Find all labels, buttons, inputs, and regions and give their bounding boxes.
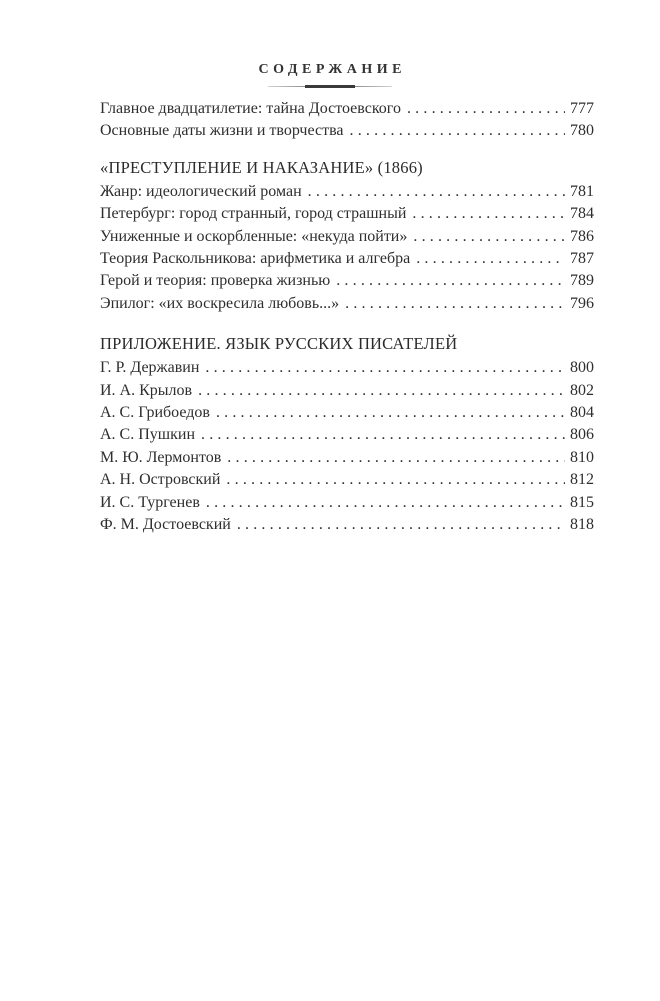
entry-page-number: 787 [570, 250, 594, 268]
entry-title: Униженные и оскорбленные: «некуда пойти» [100, 227, 408, 245]
dot-leader [416, 248, 565, 270]
toc-section-crime-and-punishment [100, 156, 594, 315]
toc-entry [100, 181, 594, 203]
entry-page-number: 800 [570, 359, 594, 377]
dot-leader [345, 293, 565, 315]
dot-leader [227, 447, 565, 469]
entry-page-number: 789 [570, 272, 594, 290]
entry-title: А. Н. Островский [100, 471, 221, 489]
toc-section-appendix [100, 332, 594, 536]
dot-leader [412, 203, 565, 225]
toc-entry [100, 226, 594, 248]
dot-leader [198, 380, 565, 402]
entry-page-number: 781 [570, 182, 594, 200]
entry-page-number: 815 [570, 493, 594, 511]
entry-title: Жанр: идеологический роман [100, 182, 302, 200]
entry-page-number: 796 [570, 294, 594, 312]
toc-entry [100, 514, 594, 536]
toc-entry [100, 469, 594, 491]
dot-leader [350, 120, 565, 142]
entry-page-number: 802 [570, 381, 594, 399]
entry-page-number: 780 [570, 122, 594, 140]
entry-page-number: 818 [570, 516, 594, 534]
dot-leader [216, 402, 565, 424]
entry-title: А. С. Грибоедов [100, 404, 210, 422]
entry-title: Г. Р. Державин [100, 359, 200, 377]
dot-leader [226, 469, 565, 491]
entry-title: Главное двадцатилетие: тайна Достоевского [100, 100, 401, 117]
header-divider-ornament [268, 85, 392, 88]
entry-title: А. С. Пушкин [100, 426, 195, 444]
toc-entry [100, 248, 594, 270]
entry-page-number: 806 [570, 426, 594, 444]
entry-title: М. Ю. Лермонтов [100, 448, 222, 466]
entry-title: Петербург: город странный, город страшный [100, 205, 407, 223]
toc-entry [100, 380, 594, 402]
dot-leader [205, 357, 565, 379]
dot-leader [206, 492, 565, 514]
toc-entry [100, 492, 594, 514]
entry-page-number: 812 [570, 471, 594, 489]
toc-entry [100, 203, 594, 225]
entry-page-number: 810 [570, 448, 594, 466]
dot-leader [336, 270, 565, 292]
divider-thick-segment [305, 85, 355, 88]
entry-title: Герой и теория: проверка жизнью [100, 272, 331, 290]
entry-page-number: 804 [570, 404, 594, 422]
dot-leader [237, 514, 565, 536]
toc-content [100, 98, 594, 537]
toc-entry [100, 402, 594, 424]
toc-entry [100, 120, 594, 142]
entry-title: Ф. М. Достоевский [100, 516, 231, 534]
toc-entry [100, 270, 594, 292]
entry-page-number: 777 [570, 100, 594, 117]
toc-entry [100, 98, 594, 120]
entry-title: И. С. Тургенев [100, 493, 200, 511]
entry-title: Теория Раскольникова: арифметика и алгебра [100, 250, 411, 268]
dot-leader [308, 181, 565, 203]
dot-leader [407, 98, 565, 120]
entry-page-number: 786 [570, 227, 594, 245]
section-heading: ПРИЛОЖЕНИЕ. ЯЗЫК РУССКИХ ПИСАТЕЛЕЙ [100, 334, 458, 354]
toc-entry [100, 293, 594, 315]
toc-entry [100, 424, 594, 446]
toc-entry [100, 447, 594, 469]
entry-title: Основные даты жизни и творчества [100, 122, 344, 140]
section-heading: «ПРЕСТУПЛЕНИЕ И НАКАЗАНИЕ» (1866) [100, 157, 423, 177]
entry-title: И. А. Крылов [100, 381, 193, 399]
toc-section-intro [100, 98, 594, 143]
entry-title: Эпилог: «их воскресила любовь...» [100, 294, 340, 312]
toc-header [0, 0, 660, 88]
page-title: СОДЕРЖАНИЕ [258, 62, 406, 77]
dot-leader [201, 424, 565, 446]
entry-page-number: 784 [570, 205, 594, 223]
toc-entry [100, 357, 594, 379]
dot-leader [413, 226, 565, 248]
